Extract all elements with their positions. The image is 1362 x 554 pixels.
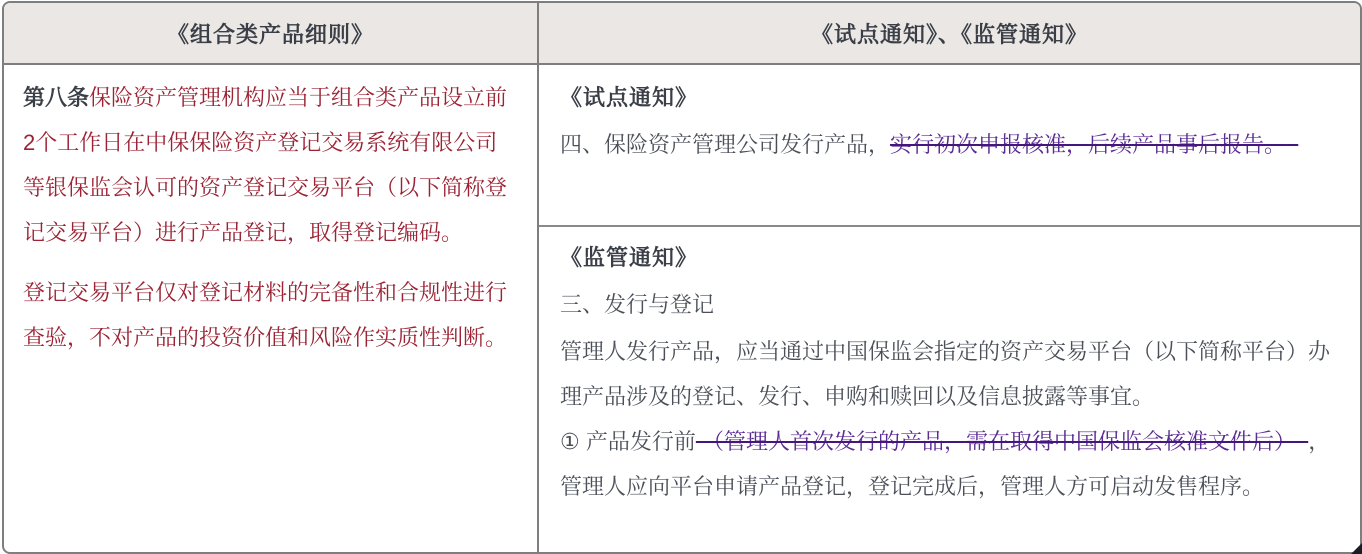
supervision-notice-item — [560, 419, 1342, 509]
item-rest: ，管理人应向平台申请产品登记，登记完成后，管理人方可启动发售程序。 — [560, 429, 1331, 499]
clause-number: 第八条 — [23, 85, 90, 110]
pilot-notice-lead: 四、保险资产管理公司发行产品， — [560, 132, 891, 157]
corner-artifact — [1351, 543, 1362, 554]
supervision-notice-subtitle: 三、发行与登记 — [560, 292, 715, 317]
pilot-notice-section — [539, 65, 1360, 225]
item-lead: ① 产品发行前 — [560, 429, 696, 454]
rules-clause-cell — [4, 65, 539, 552]
pilot-notice-title: 《试点通知》 — [560, 85, 699, 110]
clause-paragraph — [23, 75, 519, 255]
supervision-notice-section — [539, 227, 1360, 552]
clause-second-paragraph: 登记交易平台仅对登记材料的完备性和合规性进行查验，不对产品的投资价值和风险作实质性判断。 — [23, 280, 508, 350]
supervision-notice-body: 管理人发行产品，应当通过中国保监会指定的资产交易平台（以下简称平台）办理产品涉及的登记、发行、申购和赎回以及信息披露等事宜。 — [560, 339, 1331, 409]
comparison-table — [2, 1, 1362, 554]
pilot-notice-deleted-text: 实行初次申报核准，后续产品事后报告。 — [890, 132, 1287, 157]
header-cell-left: 《组合类产品细则》 — [4, 3, 539, 65]
item-deleted-text: （管理人首次发行的产品，需在取得中国保监会核准文件后） — [701, 429, 1296, 454]
supervision-notice-title: 《监管通知》 — [560, 245, 699, 270]
pilot-notice-paragraph — [560, 122, 1342, 167]
header-cell-right: 《试点通知》、《监管通知》 — [539, 3, 1360, 65]
notices-column — [539, 65, 1360, 552]
clause-text: 保险资产管理机构应当于组合类产品设立前2个工作日在中保保险资产登记交易系统有限公司等银保监会认可的资产登记交易平台（以下简称登记交易平台）进行产品登记，取得登记编码。 — [23, 85, 508, 245]
